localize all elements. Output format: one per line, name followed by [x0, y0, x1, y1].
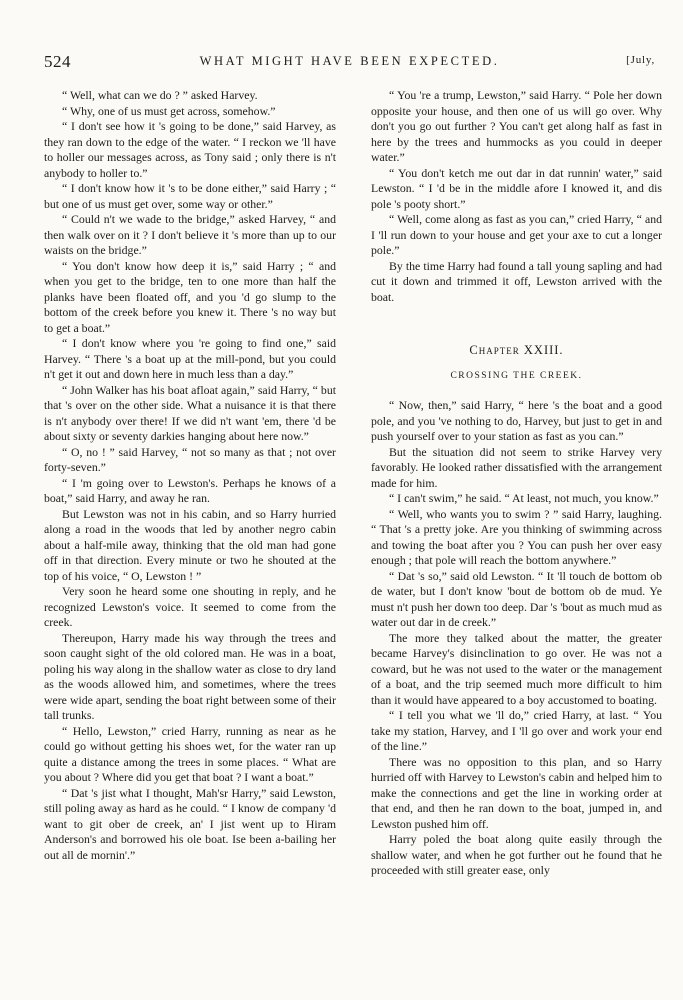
- right-column: [371, 88, 662, 879]
- paragraph: “ I don't see how it 's going to be done,” said Harvey, as they ran down to the edge of the water. “ I reckon we 'll have to holler our messages across, as Tony said ; only there is n't anybody to holler to.”: [44, 119, 336, 180]
- paragraph: “ You don't know how deep it is,” said Harry ; “ and when you get to the bridge, ten to one more than half the planks have been floated off, and you 'd go slump to the bottom of the creek before you knew it. There 's no way but to get a boat.”: [44, 258, 336, 335]
- paragraph: “ John Walker has his boat afloat again,” said Harry, “ but that 's over on the other side. What a nuisance it is that there is n't anybody over there! If we did n't want 'em, there 'd be about sixty or seventy darkies hanging about here now.”: [44, 382, 336, 443]
- paragraph: “ You don't ketch me out dar in dat runnin' water,” said Lewston. “ I 'd be in the middle afore I knowed it, and dis pole 's pooty short.”: [371, 165, 662, 211]
- paragraph: Thereupon, Harry made his way through the trees and soon caught sight of the old colored man. He was in a boat, poling his way along in the shallow water as close to dry land as the woods allowed him, and sometimes, where the trees were wide apart, sending the boat right between some of their tall trunks.: [44, 630, 336, 722]
- paragraph: Harry poled the boat along quite easily through the shallow water, and when he got further out he found that he proceeded with still greater ease, only: [371, 832, 662, 877]
- paragraph: “ I can't swim,” he said. “ At least, not much, you know.”: [389, 491, 659, 505]
- paragraph: “ I don't know how it 's to be done either,” said Harry ; “ but one of us must get over, some way or other.”: [44, 181, 336, 211]
- paragraph: There was no opposition to this plan, and so Harry hurried off with Harvey to Lewston's cabin and helped him to make the connections and get the line in working order at that end, and then he ran down to the boat, jumped in, and Lewston pushed him off.: [371, 754, 662, 831]
- paragraph: “ Well, what can we do ? ” asked Harvey.: [62, 88, 258, 102]
- paragraph: “ Well, who wants you to swim ? ” said Harry, laughing. “ That 's a pretty joke. Are you thinking of swimming across and towing the boat after you ? You can push her over easy enough ; that pole will reach the bottom anywhere.”: [371, 506, 662, 567]
- paragraph: But the situation did not seem to strike Harvey very favorably. He looked rather dissatisfied with the arrangement made for him.: [371, 444, 662, 490]
- chapter-subtitle: CROSSING THE CREEK.: [450, 370, 583, 381]
- paragraph: The more they talked about the matter, the greater became Harvey's disinclination to go over. He was not a coward, but he was not used to the water or the management of a boat, and the trip seemed much more difficult to him than it would have appeared to a boy accustomed to boating.: [371, 630, 662, 707]
- paragraph: “ You 're a trump, Lewston,” said Harry. “ Pole her down opposite your house, and then one of us will go over. Why don't you go out further ? You can't get along half as fast in here by the trees and hummocks as you could in deeper water.”: [371, 88, 662, 164]
- chapter-heading: Chapter XXIII.: [469, 343, 564, 357]
- paragraph: “ Well, come along as fast as you can,” cried Harry, “ and I 'll run down to your house and get your axe to cut a longer pole.”: [371, 212, 662, 257]
- left-column: [44, 88, 336, 863]
- running-title: WHAT MIGHT HAVE BEEN EXPECTED.: [199, 54, 500, 68]
- paragraph: By the time Harry had found a tall young sapling and had cut it down and trimmed it off, Lewston arrived with the boat.: [371, 258, 662, 304]
- running-header: [44, 52, 655, 76]
- issue-month: [July,: [626, 54, 655, 66]
- paragraph: “ Dat 's jist what I thought, Mah'sr Harry,” said Lewston, still poling away as hard as he could. “ I know de company 'd want to git ober de creek, an' I jist went up to Hiram Anderson's and borrowed his ole boat. Ise been a-bailing her out all de mornin'.”: [44, 785, 336, 862]
- paragraph: Very soon he heard some one shouting in reply, and he recognized Lewston's voice. It seemed to come from the creek.: [44, 584, 336, 629]
- paragraph: “ I tell you what we 'll do,” cried Harry, at last. “ You take my station, Harvey, and I 'll go over and work your end of the line.”: [371, 708, 662, 753]
- paragraph: “ O, no ! ” said Harvey, “ not so many as that ; not over forty-seven.”: [44, 444, 336, 474]
- paragraph: “ Why, one of us must get across, somehow.”: [62, 103, 276, 118]
- page-number: 524: [44, 52, 71, 71]
- paragraph: “ I 'm going over to Lewston's. Perhaps he knows of a boat,” said Harry, and away he ran.: [44, 475, 336, 505]
- paragraph: “ Could n't we wade to the bridge,” asked Harvey, “ and then walk over on it ? I don't believe it 's more than up to our waists on the bridge.”: [44, 212, 336, 257]
- paragraph: “ I don't know where you 're going to find one,” said Harvey. “ There 's a boat up at the mill-pond, but you could n't get it out and down here in much less than a day.”: [44, 336, 336, 381]
- paragraph: “ Dat 's so,” said old Lewston. “ It 'll touch de bottom ob de water, but I don't know 'bout de bottom ob de mud. Ye must n't push her down too deep. Dar 's 'bout as much mud as water out dar in de creek.”: [371, 568, 662, 629]
- paragraph: But Lewston was not in his cabin, and so Harry hurried along a road in the woods that led by another negro cabin about a half-mile away, thinking that the old man had gone off in that direction. Every minute or two he shouted at the top of his voice, “ O, Lewston ! ”: [44, 506, 336, 583]
- paragraph: “ Hello, Lewston,” cried Harry, running as near as he could go without getting his shoes wet, for the water ran up quite a distance among the trees in some places. “ What are you about ? Where did you get that boat ? I want a boat.”: [44, 723, 336, 784]
- paragraph: “ Now, then,” said Harry, “ here 's the boat and a good pole, and you 've nothing to do, Harvey, but just to get in and push yourself over to your station as fast as you can.”: [371, 398, 662, 443]
